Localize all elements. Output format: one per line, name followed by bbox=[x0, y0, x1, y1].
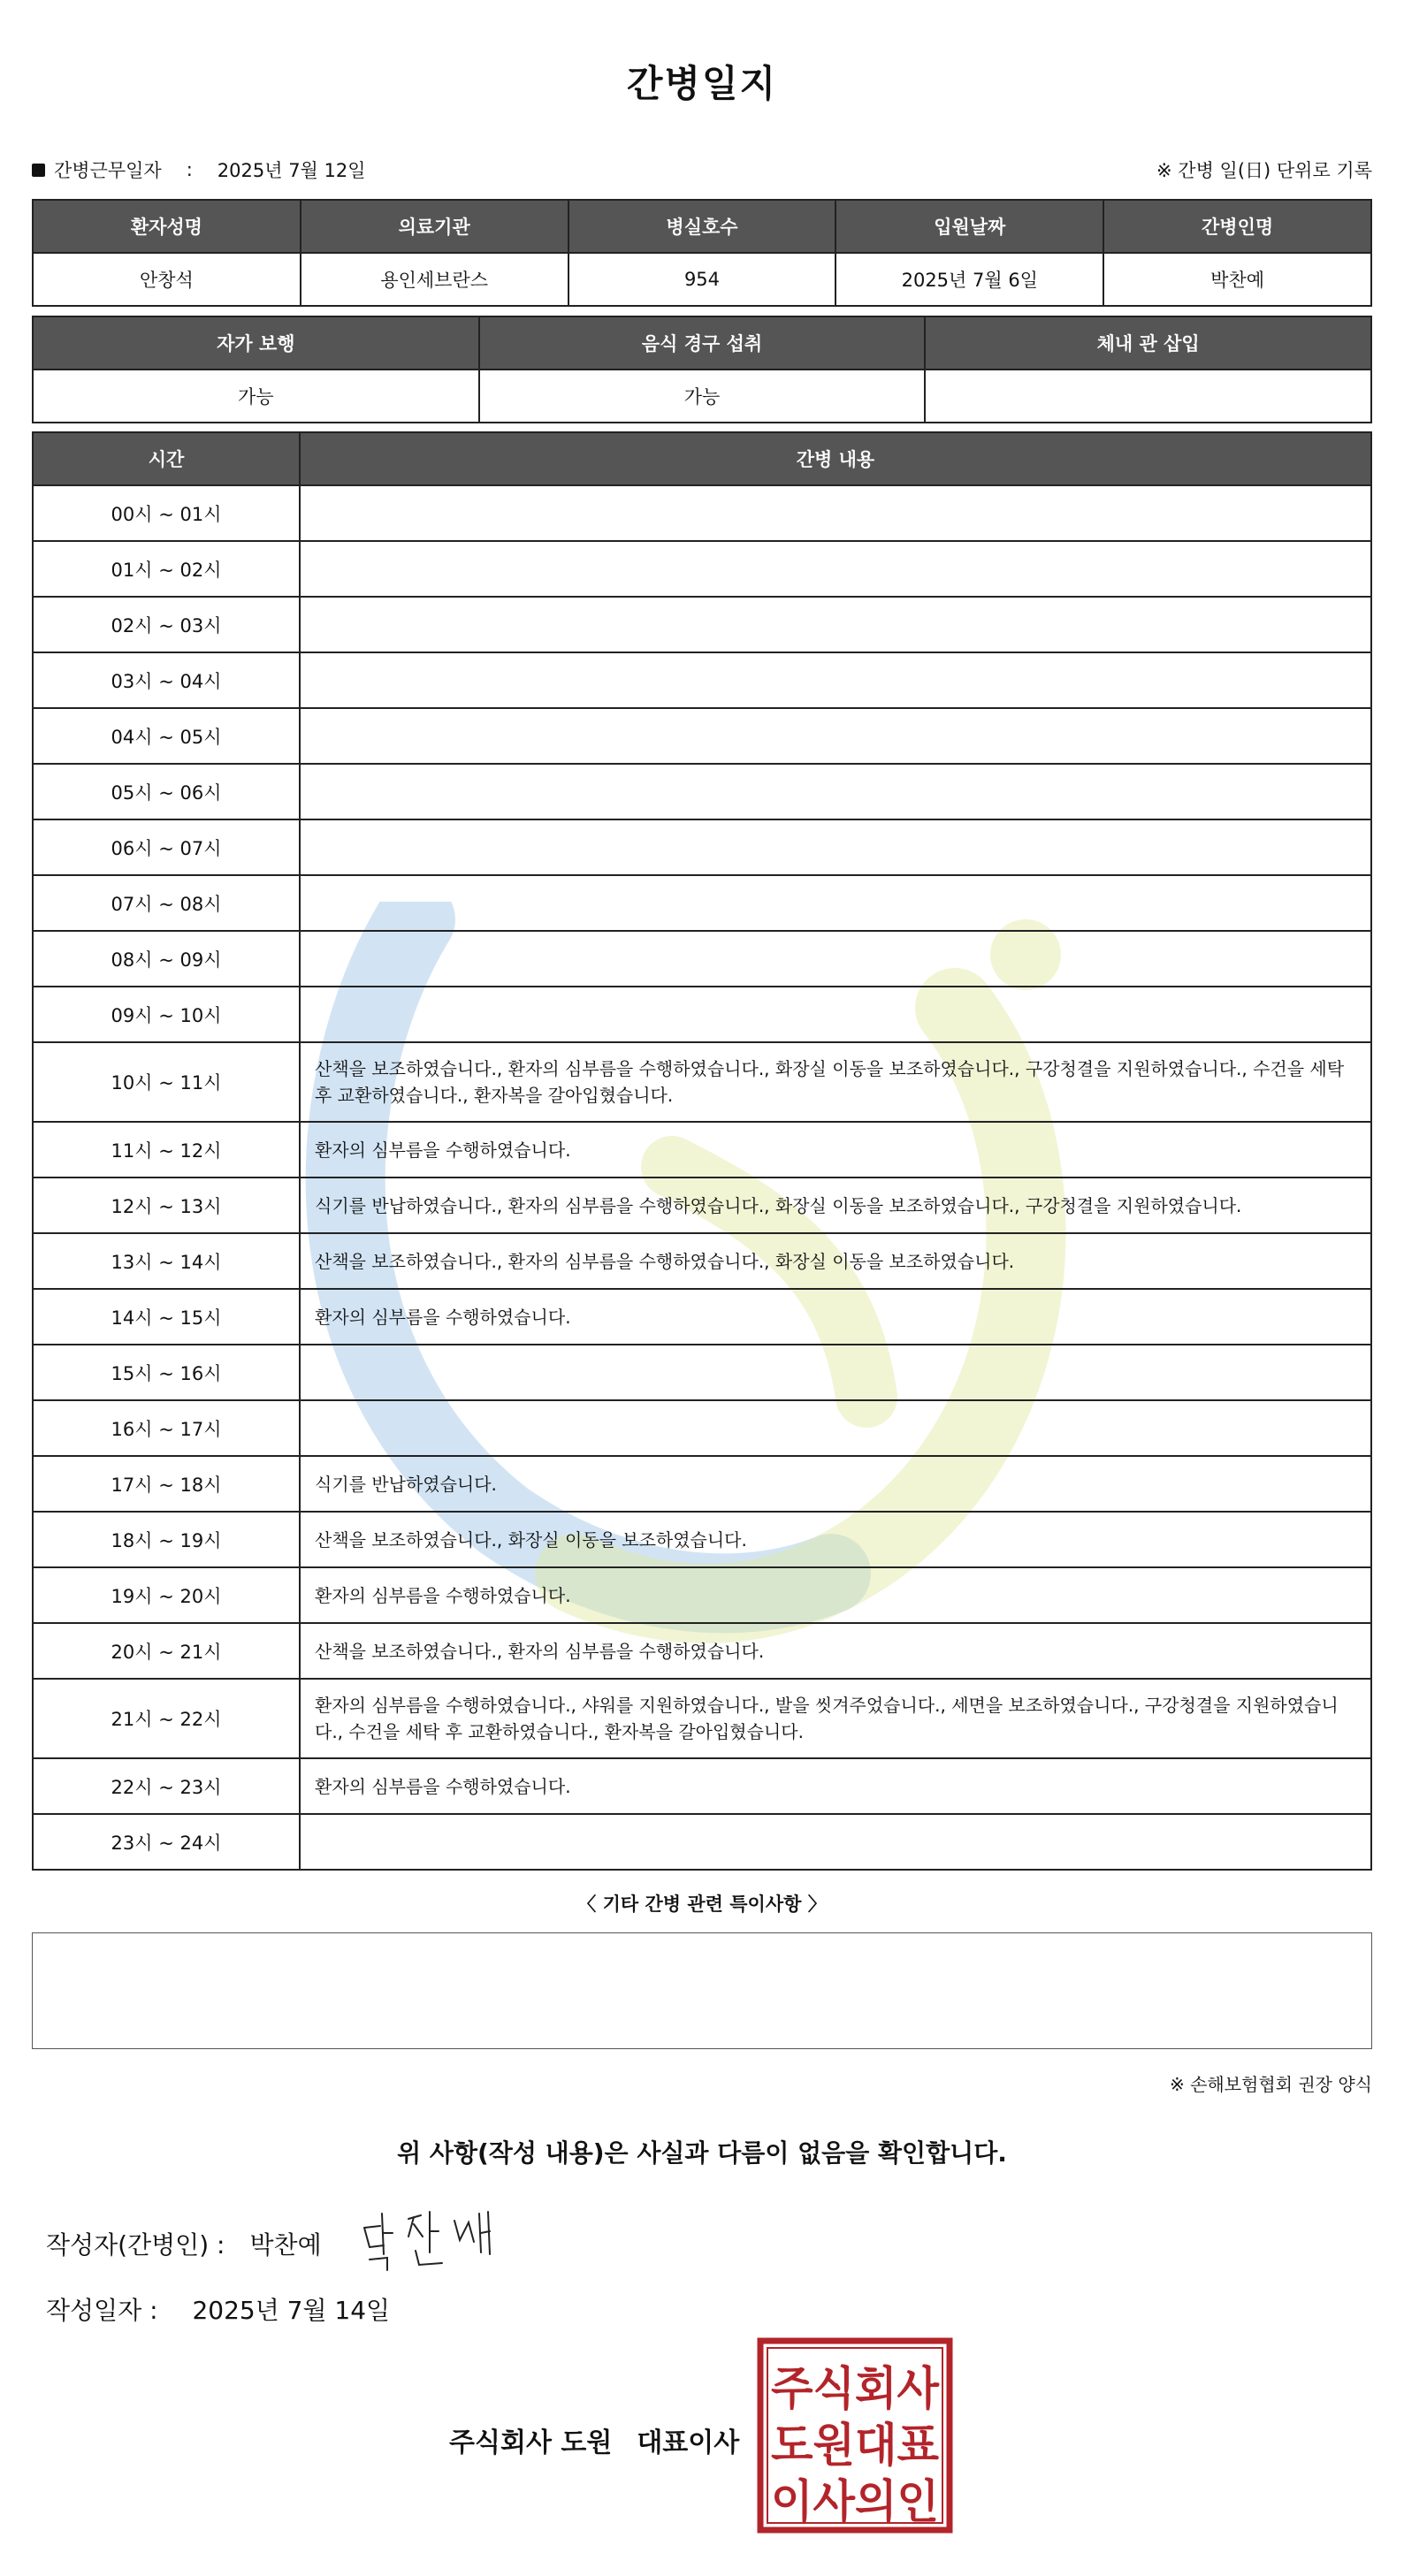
log-time-cell: 07시 ~ 08시 bbox=[33, 875, 300, 931]
log-content-cell: 산책을 보조하였습니다., 화장실 이동을 보조하였습니다. bbox=[300, 1512, 1371, 1567]
log-content-cell: 식기를 반납하였습니다. bbox=[300, 1456, 1371, 1512]
company-signoff bbox=[449, 2420, 739, 2459]
hospital-value: 용인세브란스 bbox=[301, 253, 568, 306]
record-unit-note: ※ 간병 일(日) 단위로 기록 bbox=[1156, 160, 1372, 181]
recommended-form-note: ※ 손해보험협회 권장 양식 bbox=[1169, 2074, 1372, 2095]
room-number-header: 병실호수 bbox=[568, 200, 836, 253]
log-row bbox=[33, 485, 1371, 541]
written-date-row bbox=[46, 2291, 390, 2327]
log-content-cell: 환자의 심부름을 수행하였습니다. bbox=[300, 1758, 1371, 1814]
log-content-cell: 환자의 심부름을 수행하였습니다. bbox=[300, 1567, 1371, 1623]
caregiver-name-header: 간병인명 bbox=[1103, 200, 1371, 253]
log-row bbox=[33, 1122, 1371, 1177]
writer-row bbox=[46, 2226, 322, 2261]
log-content-cell: 산책을 보조하였습니다., 환자의 심부름을 수행하였습니다. bbox=[300, 1623, 1371, 1679]
patient-info-header-row bbox=[33, 200, 1371, 253]
log-content-cell bbox=[300, 764, 1371, 819]
log-time-cell: 15시 ~ 16시 bbox=[33, 1345, 300, 1400]
log-row bbox=[33, 1567, 1371, 1623]
oral-intake-header: 음식 경구 섭취 bbox=[479, 316, 926, 370]
log-content-cell bbox=[300, 1400, 1371, 1456]
log-content-cell bbox=[300, 597, 1371, 652]
log-time-cell: 18시 ~ 19시 bbox=[33, 1512, 300, 1567]
log-row bbox=[33, 1623, 1371, 1679]
log-row bbox=[33, 819, 1371, 875]
self-walking-header: 자가 보행 bbox=[33, 316, 479, 370]
admission-date-value: 2025년 7월 6일 bbox=[836, 253, 1103, 306]
log-time-cell: 16시 ~ 17시 bbox=[33, 1400, 300, 1456]
log-content-cell bbox=[300, 931, 1371, 987]
work-date-value: 2025년 7월 12일 bbox=[217, 160, 366, 181]
log-row bbox=[33, 1400, 1371, 1456]
log-row bbox=[33, 597, 1371, 652]
log-content-cell: 산책을 보조하였습니다., 환자의 심부름을 수행하였습니다., 화장실 이동을 보조하였습니다. bbox=[300, 1233, 1371, 1289]
caregiver-name-value: 박찬예 bbox=[1103, 253, 1371, 306]
admission-date-header: 입원날짜 bbox=[836, 200, 1103, 253]
log-row bbox=[33, 1758, 1371, 1814]
meta-row bbox=[32, 156, 1372, 184]
seal-line-1: 주식회사 bbox=[771, 2363, 940, 2416]
work-date-label: 간병근무일자 bbox=[54, 160, 162, 181]
log-content-cell bbox=[300, 1345, 1371, 1400]
log-time-cell: 09시 ~ 10시 bbox=[33, 987, 300, 1042]
log-time-cell: 14시 ~ 15시 bbox=[33, 1289, 300, 1345]
patient-info-value-row bbox=[33, 253, 1371, 306]
log-content-cell bbox=[300, 1814, 1371, 1870]
writer-name: 박찬예 bbox=[249, 2230, 322, 2260]
log-row bbox=[33, 1042, 1371, 1122]
page-title: 간병일지 bbox=[626, 62, 778, 105]
log-time-cell: 08시 ~ 09시 bbox=[33, 931, 300, 987]
log-content-cell bbox=[300, 708, 1371, 764]
log-time-cell: 19시 ~ 20시 bbox=[33, 1567, 300, 1623]
log-time-cell: 23시 ~ 24시 bbox=[33, 1814, 300, 1870]
written-date-label: 작성일자 : bbox=[46, 2296, 158, 2325]
log-content-cell: 환자의 심부름을 수행하였습니다. bbox=[300, 1122, 1371, 1177]
log-row bbox=[33, 708, 1371, 764]
log-content-cell: 환자의 심부름을 수행하였습니다. bbox=[300, 1289, 1371, 1345]
handwritten-signature bbox=[357, 2201, 516, 2272]
log-time-cell: 12시 ~ 13시 bbox=[33, 1177, 300, 1233]
log-time-cell: 20시 ~ 21시 bbox=[33, 1623, 300, 1679]
log-time-cell: 03시 ~ 04시 bbox=[33, 652, 300, 708]
log-row bbox=[33, 1345, 1371, 1400]
work-date-group bbox=[32, 156, 366, 183]
notes-box bbox=[32, 1932, 1372, 2049]
log-row bbox=[33, 541, 1371, 597]
log-row bbox=[33, 1679, 1371, 1758]
tube-insertion-header: 체내 관 삽입 bbox=[925, 316, 1371, 370]
time-header: 시간 bbox=[33, 432, 300, 485]
log-time-cell: 05시 ~ 06시 bbox=[33, 764, 300, 819]
writer-label: 작성자(간병인) : bbox=[46, 2230, 225, 2260]
care-log-table bbox=[32, 431, 1372, 1871]
log-body bbox=[33, 485, 1371, 1870]
patient-name-header: 환자성명 bbox=[33, 200, 301, 253]
log-time-cell: 04시 ~ 05시 bbox=[33, 708, 300, 764]
log-time-cell: 21시 ~ 22시 bbox=[33, 1679, 300, 1758]
log-row bbox=[33, 652, 1371, 708]
log-row bbox=[33, 987, 1371, 1042]
room-number-value: 954 bbox=[568, 253, 836, 306]
log-time-cell: 17시 ~ 18시 bbox=[33, 1456, 300, 1512]
notes-title: 〈 기타 간병 관련 특이사항 〉 bbox=[577, 1894, 827, 1915]
log-content-cell bbox=[300, 541, 1371, 597]
status-value-row bbox=[33, 370, 1371, 423]
seal-line-3: 이사의인 bbox=[771, 2476, 939, 2529]
log-row bbox=[33, 1233, 1371, 1289]
patient-status-table bbox=[32, 316, 1372, 423]
status-header-row bbox=[33, 316, 1371, 370]
log-time-cell: 11시 ~ 12시 bbox=[33, 1122, 300, 1177]
self-walking-value: 가능 bbox=[33, 370, 479, 423]
log-content-cell bbox=[300, 485, 1371, 541]
written-date-value: 2025년 7월 14일 bbox=[192, 2296, 391, 2325]
work-date-separator: : bbox=[186, 159, 193, 180]
log-content-cell bbox=[300, 819, 1371, 875]
log-row bbox=[33, 875, 1371, 931]
tube-insertion-value bbox=[925, 370, 1371, 423]
log-time-cell: 02시 ~ 03시 bbox=[33, 597, 300, 652]
log-row bbox=[33, 1289, 1371, 1345]
log-content-cell bbox=[300, 875, 1371, 931]
log-content-cell: 환자의 심부름을 수행하였습니다., 샤워를 지원하였습니다., 발을 씻겨주었습니다., 세면을 보조하였습니다., 구강청결을 지원하였습니다., 수건을 세탁 후 교환하였습니다., 환자복을 갈아입혔습니다. bbox=[300, 1679, 1371, 1758]
log-content-cell bbox=[300, 987, 1371, 1042]
log-row bbox=[33, 764, 1371, 819]
log-time-cell: 00시 ~ 01시 bbox=[33, 485, 300, 541]
log-row bbox=[33, 1814, 1371, 1870]
patient-name-value: 안창석 bbox=[33, 253, 301, 306]
log-content-cell: 식기를 반납하였습니다., 환자의 심부름을 수행하였습니다., 화장실 이동을 보조하였습니다., 구강청결을 지원하였습니다. bbox=[300, 1177, 1371, 1233]
seal-line-2: 도원대표 bbox=[771, 2420, 939, 2473]
care-content-header: 간병 내용 bbox=[300, 432, 1371, 485]
company-name: 주식회사 도원 bbox=[449, 2427, 613, 2458]
log-row bbox=[33, 931, 1371, 987]
log-time-cell: 22시 ~ 23시 bbox=[33, 1758, 300, 1814]
hospital-header: 의료기관 bbox=[301, 200, 568, 253]
company-role: 대표이사 bbox=[637, 2427, 740, 2458]
confirmation-statement: 위 사항(작성 내용)은 사실과 다름이 없음을 확인합니다. bbox=[397, 2138, 1007, 2168]
company-seal-stamp bbox=[757, 2337, 953, 2534]
square-bullet-icon bbox=[32, 164, 45, 177]
log-time-cell: 10시 ~ 11시 bbox=[33, 1042, 300, 1122]
log-header-row bbox=[33, 432, 1371, 485]
patient-info-table bbox=[32, 199, 1372, 307]
log-content-cell: 산책을 보조하였습니다., 환자의 심부름을 수행하였습니다., 화장실 이동을 보조하였습니다., 구강청결을 지원하였습니다., 수건을 세탁 후 교환하였습니다., 환자복을 갈아입혔습니다. bbox=[300, 1042, 1371, 1122]
log-row bbox=[33, 1456, 1371, 1512]
oral-intake-value: 가능 bbox=[479, 370, 926, 423]
log-time-cell: 01시 ~ 02시 bbox=[33, 541, 300, 597]
log-time-cell: 13시 ~ 14시 bbox=[33, 1233, 300, 1289]
log-row bbox=[33, 1177, 1371, 1233]
log-content-cell bbox=[300, 652, 1371, 708]
log-time-cell: 06시 ~ 07시 bbox=[33, 819, 300, 875]
log-row bbox=[33, 1512, 1371, 1567]
